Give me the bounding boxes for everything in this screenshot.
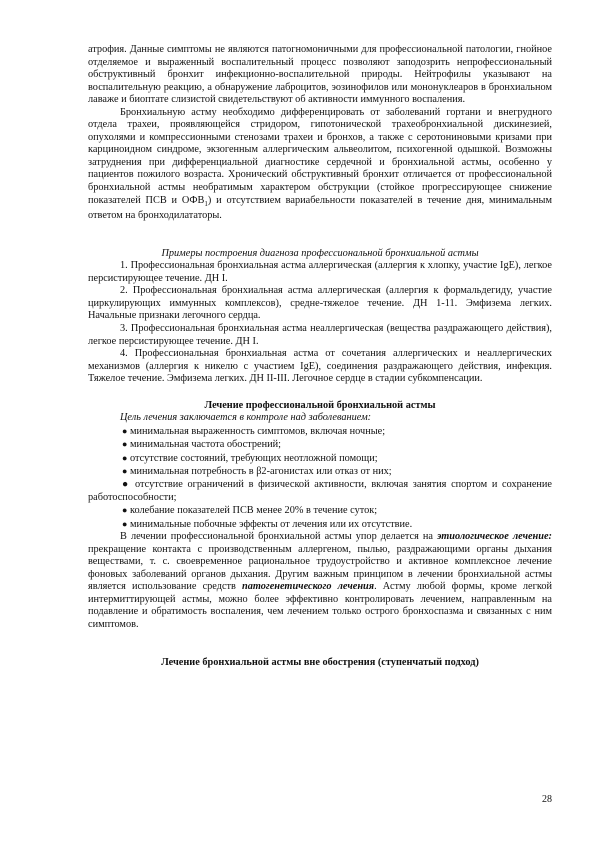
goal-item-6 [88,504,552,518]
goal-text: минимальная выраженность симптомов, включая ночные; [130,425,386,437]
goal-text: минимальные побочные эффекты от лечения или их отсутствие. [130,518,413,530]
goal-item-5 [88,479,552,504]
treatment-heading: Лечение профессиональной бронхиальной астмы [204,399,436,411]
goal-text: колебание показателей ПСВ менее 20% в течение суток; [130,505,378,517]
paragraph-differential-end: ) и отсутствием вариабельности показателей в течение дня, минимальным ответом на бронходилататоры. [88,194,552,222]
bullet-icon: ● [122,439,128,450]
goal-item-7 [88,518,552,532]
bullet-icon: ● [122,518,128,529]
emphasis-etiological: этиологическое лечение: [437,531,552,543]
page-number: 28 [542,794,552,805]
goal-text: отсутствие ограничений в физической активности, включая занятия спортом и сохранение работоспособности; [88,479,552,503]
example-item-2: 2. Профессиональная бронхиальная астма аллергическая (аллергия к формальдегиду, участие циркулирующих иммунных комплексов), средне-тяжелое течение. ДН 1-11. Эмфизема легких. Начальные признаки легочного сердца. [88,285,552,322]
goal-text: отсутствие состояний, требующих неотложной помощи; [130,452,378,464]
paragraph-text: прекращение контакта с производственным аллергеном, пылью, раздражающими органы дыхания веществами, т. с. своевременное рациональное трудоустройство и активное комплексное лечение фоновых заболеваний органов дыхания. Другим важным принципом в лечении бронхиальной астмы является использование средств [88,543,552,593]
goal-item-3 [88,452,552,466]
document-page [88,44,552,669]
bullet-icon: ● [122,505,128,516]
goal-text: минимальная потребность в β2-агонистах или отказ от них; [130,466,392,478]
goal-text: минимальная частота обострений; [130,439,281,451]
example-item-1: 1. Профессиональная бронхиальная астма аллергическая (аллергия к хлопку, участие IgE), легкое персистирующее течение. ДН I. [88,260,552,284]
paragraph-differential-diagnosis [88,107,552,223]
example-item-3: 3. Профессиональная бронхиальная астма неаллергическая (вещества раздражающего действия), легкое персистирующее течение. ДН I. [88,322,552,347]
example-item-4: 4. Профессиональная бронхиальная астма от сочетания аллергических и неаллергических механизмов (аллергия к никелю с участием IgE), соединения раздражающего действия, инфекция. Тяжелое течение. Эмфизема легких. ДН II-III. Легочное сердце в стадии субкомпенсации. [88,348,552,385]
bullet-icon: ● [122,466,128,477]
bullet-icon: ● [122,425,128,436]
goal-item-4 [88,465,552,479]
goal-item-1 [88,425,552,439]
paragraph-atrophy: атрофия. Данные симптомы не являются патогномоничными для профессиональной патологии, гнойное отделяемое и выраженный воспалительный процесс позволяют заподозрить непрофессиональный обструктивный бронхит инфекционно-воспалительной природы. Нейтрофилы указывают на воспалительную реакцию, а обнаружение лаброцитов, эозинофилов или мононуклеаров в бронхиальном лаваже и биоптате слизистой свидетельствуют об активности иммунного воспаления. [88,44,552,106]
subscript-one: 1 [204,199,208,208]
examples-heading: Примеры построения диагноза профессиональной бронхиальной астмы [161,247,479,259]
treatment-goal: Цель лечения заключается в контроле над заболеванием: [120,412,372,424]
paragraph-text: . Астму любой формы, кроме легкой интермиттирующей астмы, можно более эффективно контролировать лечением, направленным на подавление и обратимость воспаления, чем лечением только острого бронхоспазма и связанных с ним симптомов. [88,581,552,631]
bullet-icon: ● [122,479,131,490]
stepwise-heading: Лечение бронхиальной астмы вне обострения (ступенчатый подход) [161,656,479,668]
paragraph-differential-text: Бронхиальную астму необходимо дифференцировать от заболеваний гортани и внегрудного отдела трахеи, проявляющейся стридором, гипотонической трахеобронхиальной дискинезией, опухолями и компрессионными стенозами трахеи и бронхов, а также с серотониновыми кризами при карциноидном синдроме, экзогенным аллергическим альвеолитом, психогенной одышкой. Возможны затруднения при дифференциальной диагностике сердечной и бронхиальной астмы, особенно у пациентов пожилого возраста. Хронический обструктивный бронхит отличается от профессиональной бронхиальной астмы необратимым характером обструкции (стойкое прогрессирующее снижение показателей ПСВ и ОФВ [88,106,552,206]
bullet-icon: ● [122,452,128,463]
goal-item-2 [88,438,552,452]
emphasis-pathogenetic: патогенетического лечения [242,581,375,593]
paragraph-text: В лечении профессиональной бронхиальной астмы упор делается на [120,531,438,543]
paragraph-etiological-treatment [88,531,552,631]
